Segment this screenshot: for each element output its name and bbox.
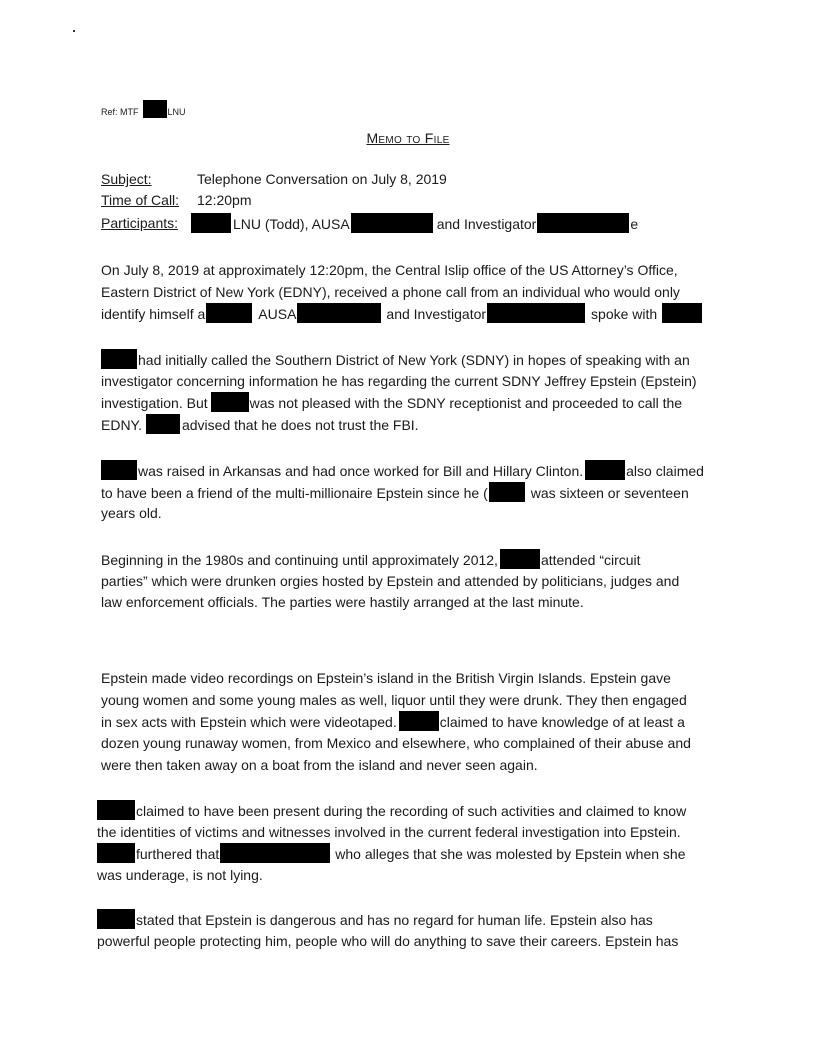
text-line: Beginning in the 1980s and continuing until approximately 2012, attended “circuit bbox=[101, 549, 679, 571]
redaction-block bbox=[101, 460, 137, 480]
subject-label: Subject: bbox=[101, 171, 152, 187]
redaction-block bbox=[662, 303, 702, 323]
text-line: stated that Epstein is dangerous and has no regard for human life. Epstein also has bbox=[97, 909, 678, 931]
paragraph-5 bbox=[101, 668, 691, 776]
redaction-block bbox=[206, 303, 252, 323]
text-line: were then taken away on a boat from the island and never seen again. bbox=[101, 756, 538, 773]
paragraph-1 bbox=[101, 260, 702, 325]
ref-suffix: LNU bbox=[167, 107, 186, 117]
text-line: claimed to have been present during the recording of such activities and claimed to know bbox=[97, 800, 686, 822]
subject-value: Telephone Conversation on July 8, 2019 bbox=[197, 171, 447, 187]
redaction-block bbox=[211, 392, 249, 412]
text-line: Epstein made video recordings on Epstein’s island in the British Virgin Islands. Epstein gave bbox=[101, 670, 671, 686]
text-line: in sex acts with Epstein which were videotaped. claimed to have knowledge of at least a bbox=[101, 711, 691, 733]
text-line: Eastern District of New York (EDNY), received a phone call from an individual who would only bbox=[101, 283, 680, 300]
redaction-block bbox=[500, 549, 540, 569]
redaction-block bbox=[97, 800, 135, 820]
text-line: powerful people protecting him, people who will do anything to save their careers. Epstein has bbox=[97, 932, 679, 949]
text-line: was underage, is not lying. bbox=[97, 867, 263, 884]
text-line: dozen young runaway women, from Mexico and elsewhere, who complained of their abuse and bbox=[101, 735, 691, 752]
text-line: parties” which were drunken orgies hosted by Epstein and attended by politicians, judges and bbox=[101, 572, 680, 589]
text-line: investigator concerning information he has regarding the current SDNY Jeffrey Epstein (Epstein) bbox=[101, 372, 697, 389]
text-line: the identities of victims and witnesses involved in the current federal investigation into Epstein. bbox=[97, 823, 681, 840]
redaction-block bbox=[97, 843, 135, 863]
redaction-block bbox=[585, 460, 625, 480]
ref-prefix: Ref: MTF bbox=[101, 107, 139, 117]
redaction-block bbox=[191, 213, 231, 233]
reference-line bbox=[101, 100, 186, 118]
redaction-block bbox=[489, 482, 525, 502]
text-line: had initially called the Southern District of New York (SDNY) in hopes of speaking with an bbox=[101, 349, 697, 371]
text-line: furthered that who alleges that she was molested by Epstein when she bbox=[97, 843, 686, 865]
text-line: was raised in Arkansas and had once worked for Bill and Hillary Clinton. also claimed bbox=[101, 460, 704, 482]
text-line: years old. bbox=[101, 505, 162, 522]
time-label: Time of Call: bbox=[101, 192, 180, 208]
paragraph-7 bbox=[97, 909, 678, 952]
text-line: to have been a friend of the multi-millionaire Epstein since he ( was sixteen or seventeen bbox=[101, 482, 704, 504]
text-line: law enforcement officials. The parties were hastily arranged at the last minute. bbox=[101, 594, 584, 611]
text-line: On July 8, 2019 at approximately 12:20pm, the Central Islip office of the US Attorney’s Office, bbox=[101, 262, 678, 278]
redaction-block bbox=[297, 303, 381, 323]
participants-label: Participants: bbox=[101, 215, 179, 231]
redaction-block bbox=[97, 909, 135, 929]
redaction-block bbox=[537, 213, 629, 233]
redaction-block bbox=[143, 100, 167, 118]
page-title: Memo to File bbox=[366, 130, 450, 146]
paragraph-4 bbox=[101, 549, 679, 614]
text-line: young women and some young males as well, liquor until they were drunk. They then engaged bbox=[101, 691, 687, 708]
scan-speck bbox=[73, 30, 75, 32]
participants-value: LNU (Todd), AUSA and Investigator e bbox=[191, 213, 638, 234]
redaction-block bbox=[146, 414, 180, 434]
text-line: identify himself a AUSA and Investigator spoke with bbox=[101, 303, 702, 325]
paragraph-2 bbox=[101, 349, 697, 436]
paragraph-6 bbox=[97, 800, 686, 887]
time-value: 12:20pm bbox=[197, 192, 252, 208]
redaction-block bbox=[399, 711, 439, 731]
redaction-block bbox=[220, 843, 330, 863]
text-line: EDNY. advised that he does not trust the FBI. bbox=[101, 414, 697, 436]
redaction-block bbox=[101, 349, 137, 369]
redaction-block bbox=[487, 303, 585, 323]
redaction-block bbox=[351, 213, 433, 233]
text-line: investigation. But was not pleased with the SDNY receptionist and proceeded to call the bbox=[101, 392, 697, 414]
paragraph-3 bbox=[101, 460, 704, 525]
